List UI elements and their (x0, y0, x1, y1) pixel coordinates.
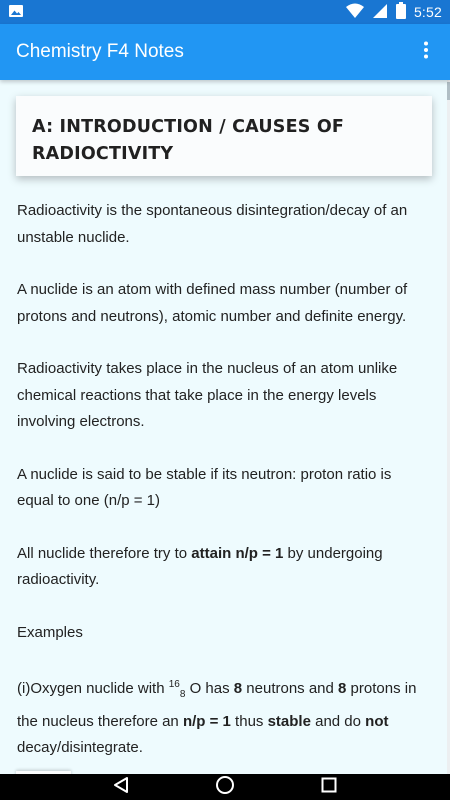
text: by undergoing radioactivity. (17, 544, 383, 588)
text: decay/disintegrate. (17, 739, 143, 756)
text: and do (310, 712, 366, 730)
section-heading-card (16, 96, 432, 176)
more-vert-icon (423, 41, 429, 64)
status-bar (0, 0, 450, 24)
text: (i)Oxygen nuclide with (17, 680, 169, 697)
paragraph-nucleus: Radioactivity takes place in the nucleus of an atom unlike chemical reactions that take place in the energy levels involving electrons. (17, 360, 398, 430)
image-icon (8, 3, 24, 22)
signal-icon (372, 3, 388, 22)
paragraph-definition: Radioactivity is the spontaneous disintegration/decay of an unstable nuclide. (17, 202, 408, 246)
text: protons in the nucleus therefore an (17, 680, 417, 730)
more-options-button[interactable] (402, 24, 450, 80)
app-bar (0, 24, 450, 80)
bold-text: 8 (338, 680, 347, 697)
text: All nuclide therefore try to (17, 544, 192, 562)
text: thus (230, 712, 268, 730)
paragraph-attain (17, 541, 430, 594)
paragraph-stability: A nuclide is said to be stable if its neutron: proton ratio is equal to one (n/p = 1) (17, 465, 392, 509)
paragraph-nuclide: A nuclide is an atom with defined mass number (number of protons and neutrons), atomic number and definite energy. (17, 281, 408, 325)
bold-text: stable (267, 712, 311, 730)
status-time: 5:52 (413, 4, 442, 20)
bold-text: not (365, 712, 389, 730)
notes-scroll-area[interactable] (0, 80, 450, 774)
navigation-bar (0, 774, 450, 800)
bold-text: attain n/p = 1 (191, 544, 284, 562)
atomic-number: 8 (179, 689, 186, 700)
home-icon[interactable] (215, 775, 235, 800)
paragraph-examples: Examples (17, 623, 83, 641)
recents-icon[interactable] (321, 777, 337, 798)
notes-content (0, 80, 447, 774)
app-title: Chemistry F4 Notes (16, 41, 184, 62)
mass-number: 16 (168, 679, 180, 690)
wifi-icon (346, 3, 364, 22)
back-icon[interactable] (113, 776, 129, 799)
battery-icon (396, 2, 406, 22)
paragraph-oxygen-example (17, 672, 430, 762)
text: O has (185, 680, 234, 697)
bold-text: 8 (233, 680, 243, 697)
text: neutrons and (242, 680, 339, 697)
section-heading: A: INTRODUCTION / CAUSES OF RADIOCTIVITY (32, 117, 345, 164)
bold-text: n/p = 1 (182, 712, 231, 730)
